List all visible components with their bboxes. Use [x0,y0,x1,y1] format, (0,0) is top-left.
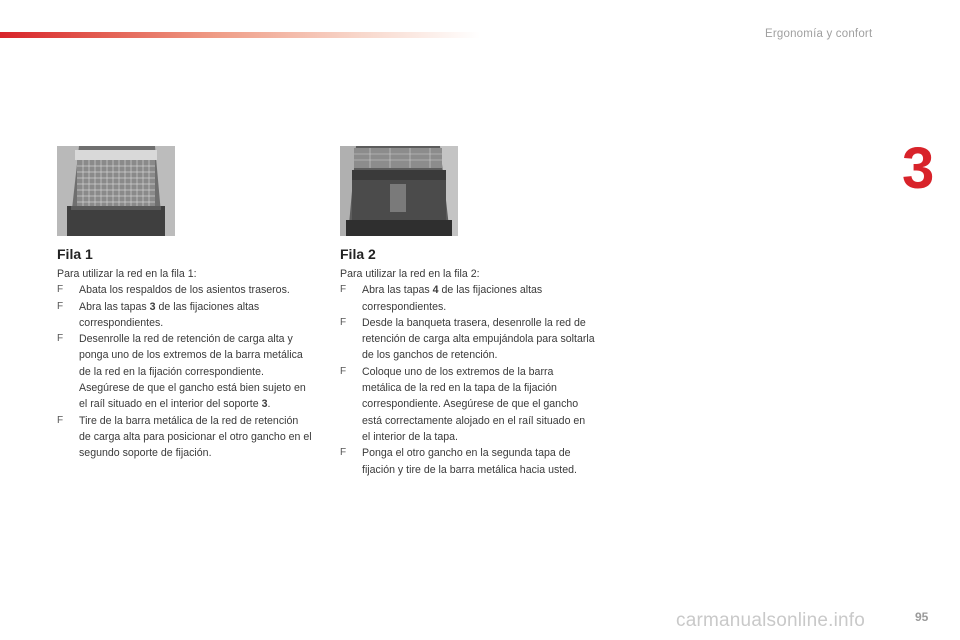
row1-step: F Abra las tapas 3 de las fijaciones altas correspondientes. [57,300,260,329]
chapter-number: 3 [902,136,935,201]
row1-intro: Para utilizar la red en la fila 1: [57,268,197,280]
row2-step: F Ponga el otro gancho en la segunda tapa de fijación y tire de la barra metálica hacia usted. [340,447,577,476]
bullet-icon: F [57,414,64,426]
bullet-icon: F [57,333,64,345]
row2-step: F Abra las tapas 4 de las fijaciones altas correspondientes. [340,284,543,313]
row2-title: Fila 2 [340,246,376,262]
row1-step: F Tire de la barra metálica de la red de retención de carga alta para posicionar el otro gancho en el segundo soporte de fijación. [57,414,312,460]
row2-step: F Coloque uno de los extremos de la barra metálica de la red en la tapa de la fijación correspondiente. Asegúrese de que el gancho está correctamente alojado en el raíl situado en el interior de la tapa. [340,365,586,443]
row2-cargo-net-photo [340,146,458,236]
row1-instructions [57,266,312,462]
row1-step: F Desenrolle la red de retención de carga alta y ponga uno de los extremos de la barra metálica de la red en la fijación correspondiente. Asegúrese de que el gancho está bien sujeto en el raíl situado en el interior del soporte 3. [57,333,306,411]
bullet-icon: F [340,447,347,459]
page-number: 95 [915,610,929,624]
row2-step: F Desde la banqueta trasera, desenrolle la red de retención de carga alta empujándola para soltarla de los ganchos de retención. [340,316,595,362]
row1-title: Fila 1 [57,246,93,262]
row2-instructions [340,266,595,478]
row2-intro: Para utilizar la red en la fila 2: [340,268,480,280]
bullet-icon: F [57,300,64,312]
bullet-icon: F [340,365,347,377]
row1-cargo-net-photo [57,146,175,236]
watermark: carmanualsonline.info [676,610,866,631]
header-accent-bar [0,32,480,38]
bullet-icon: F [340,284,347,296]
section-title: Ergonomía y confort [765,28,873,40]
row1-step: F Abata los respaldos de los asientos traseros. [57,282,312,298]
bullet-icon: F [340,316,347,328]
bullet-icon: F [57,284,64,296]
